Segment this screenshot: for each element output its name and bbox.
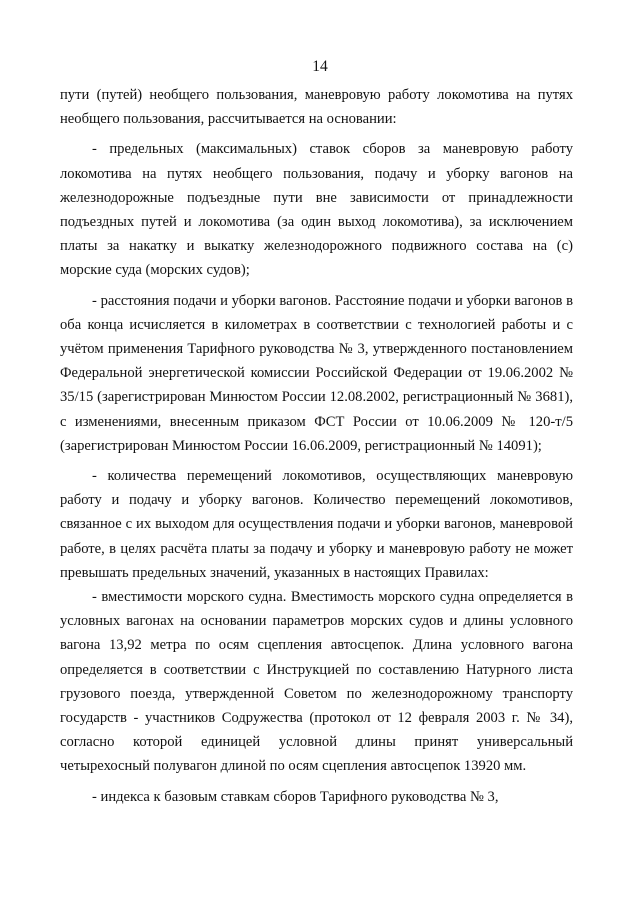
- paragraph-vessel-capacity: - вместимости морского судна. Вместимость морского судна определяется в условных вагонах на основании параметров морских судов и длины условного вагона 13,92 метра по осям сцепления автосцепок. Длина условного вагона определяется в соответствии с Инструкцией по составлению Натурного листа грузового поезда, утвержденной Советом по железнодорожному транспорту государств - участников Содружества (протокол от 12 февраля 2003 г. № 34), согласно которой единицей условной длины принят универсальный четырехосный полувагон длиной по осям сцепления автосцепок 13920 мм.: [60, 589, 573, 775]
- paragraph-movements: - количества перемещений локомотивов, осуществляющих маневровую работу и подачу и уборку вагонов. Количество перемещений локомотивов, связанное с их выходом для осуществления подачи и уборки вагонов, маневровой работе, в целях расчёта платы за подачу и уборку и маневровую работу не может превышать предельных значений, указанных в настоящих Правилах:: [60, 468, 573, 581]
- paragraph-index: - индекса к базовым ставкам сборов Тарифного руководства № 3,: [92, 788, 499, 805]
- paragraph-distance: - расстояния подачи и уборки вагонов. Расстояние подачи и уборки вагонов в оба конца исчисляется в километрах в соответствии с технологией работы и с учётом применения Тарифного руководства № 3, утвержденного постановлением Федеральной энергетической комиссии Российской Федерации от 19.06.2002 № 35/15 (зарегистрирован Минюстом России 12.08.2002, регистрационный № 3681), с изменениями, внесенным приказом ФСТ России от 10.06.2009 № 120-т/5 (зарегистрирован Минюстом России 16.06.2009, регистрационный № 14091);: [60, 292, 573, 454]
- paragraph-rates: - предельных (максимальных) ставок сборов за маневровую работу локомотива на путях необщего пользования, подачу и уборку вагонов на железнодорожные подъездные пути вне зависимости от принадлежности подъездных путей и локомотива (за один выход локомотива), за исключением платы за накатку и выкатку железнодорожного подвижного состава на (с) морские суда (морских судов);: [60, 141, 573, 279]
- page-number: 14: [312, 58, 328, 75]
- paragraph-intro: пути (путей) необщего пользования, маневровую работу локомотива на путях необщего пользования, рассчитывается на основании:: [60, 87, 573, 128]
- document-body: [60, 83, 573, 809]
